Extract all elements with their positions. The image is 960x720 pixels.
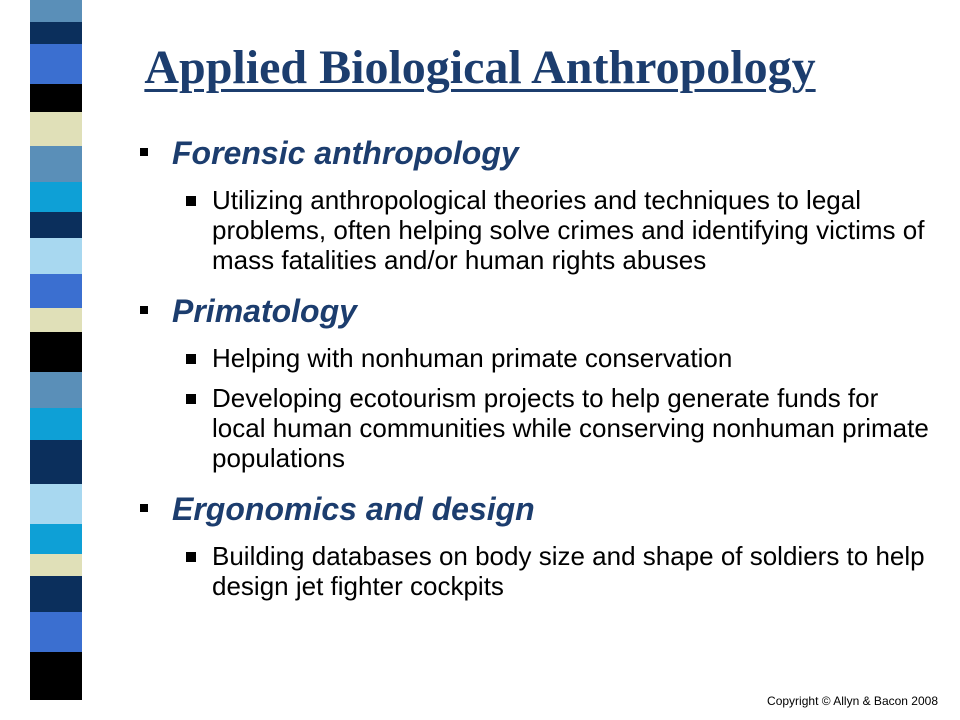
stripe-segment (30, 146, 82, 182)
square-bullet-icon (186, 394, 196, 404)
decorative-stripe (30, 0, 82, 720)
stripe-segment (30, 372, 82, 408)
sub-bullet: Utilizing anthropological theories and techniques to legal problems, often helping solve crimes and identifying victims of mass fatalities and/or human rights abuses (130, 185, 930, 275)
sub-bullet: Helping with nonhuman primate conservation (130, 343, 930, 373)
stripe-segment (30, 408, 82, 440)
stripe-segment (30, 182, 82, 212)
slide-content (130, 133, 930, 611)
square-bullet-icon (140, 504, 148, 512)
stripe-segment (30, 652, 82, 700)
square-bullet-icon (186, 196, 196, 206)
slide-title: Applied Biological Anthropology (144, 41, 816, 94)
stripe-segment (30, 484, 82, 524)
stripe-segment (30, 238, 82, 274)
copyright-notice: Copyright © Allyn & Bacon 2008 (767, 694, 938, 708)
sub-bullet: Developing ecotourism projects to help generate funds for local human communities while conserving nonhuman primate populations (130, 383, 930, 473)
section-heading-forensic: Forensic anthropology (130, 133, 930, 173)
stripe-segment (30, 576, 82, 612)
square-bullet-icon (186, 354, 196, 364)
square-bullet-icon (140, 148, 148, 156)
square-bullet-icon (186, 552, 196, 562)
stripe-segment (30, 440, 82, 484)
square-bullet-icon (140, 306, 148, 314)
stripe-segment (30, 332, 82, 372)
stripe-segment (30, 112, 82, 146)
section-heading-primatology: Primatology (130, 291, 930, 331)
stripe-segment (30, 524, 82, 554)
stripe-segment (30, 612, 82, 652)
stripe-segment (30, 274, 82, 308)
stripe-segment (30, 212, 82, 238)
stripe-segment (30, 0, 82, 22)
stripe-segment (30, 554, 82, 576)
stripe-segment (30, 308, 82, 332)
section-heading-ergonomics: Ergonomics and design (130, 489, 930, 529)
sub-bullet: Building databases on body size and shape of soldiers to help design jet fighter cockpits (130, 541, 930, 601)
